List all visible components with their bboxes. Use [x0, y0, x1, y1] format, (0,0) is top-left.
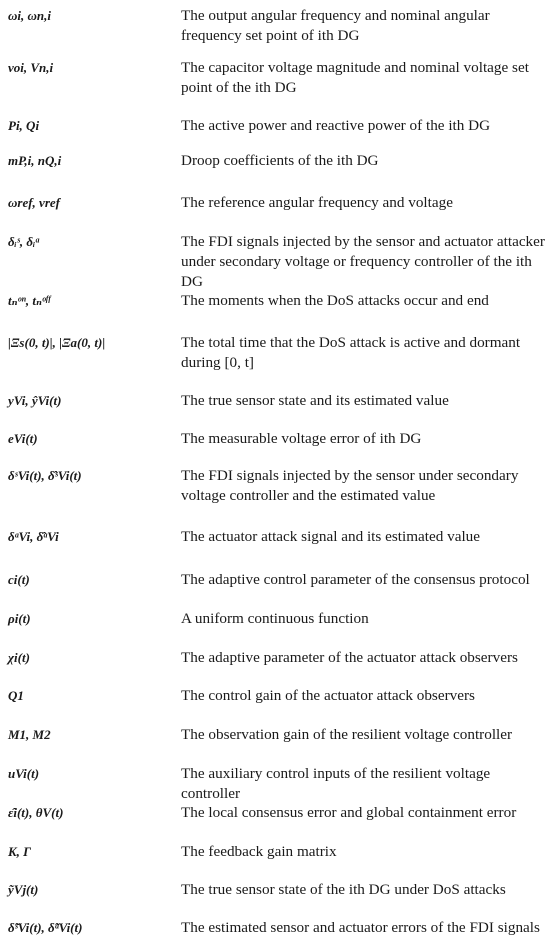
row-symbol: voi, Vn,i	[8, 60, 54, 75]
row-symbol: ε̂i(t), θV(t)	[8, 805, 64, 820]
row-description: The FDI signals injected by the sensor and actuator attacker under secondary voltage or frequency controller of the ith DG	[181, 233, 545, 290]
row-symbol: |Ξs(0, t)|, |Ξa(0, t)|	[8, 335, 106, 350]
row-description: The true sensor state of the ith DG under DoS attacks	[181, 881, 506, 898]
row-description: The capacitor voltage magnitude and nominal voltage set point of the ith DG	[181, 59, 529, 96]
row-description: The adaptive parameter of the actuator attack observers	[181, 649, 518, 666]
row-description: A uniform continuous function	[181, 610, 369, 627]
row-symbol: δˢVi(t), δ̂ˢVi(t)	[8, 468, 82, 483]
row-symbol: tₙᵒⁿ, tₙᵒᶠᶠ	[8, 293, 51, 308]
row-symbol: χi(t)	[8, 650, 30, 665]
row-description: The moments when the DoS attacks occur and end	[181, 292, 489, 309]
row-symbol: Q1	[8, 688, 24, 703]
row-symbol: ωi, ωn,i	[8, 8, 52, 23]
row-description: The output angular frequency and nominal angular frequency set point of ith DG	[181, 7, 490, 44]
row-symbol: ωref, vref	[8, 195, 60, 210]
row-description: The control gain of the actuator attack observers	[181, 687, 475, 704]
row-description: The observation gain of the resilient voltage controller	[181, 726, 513, 743]
row-symbol: ỹVj(t)	[8, 882, 39, 897]
row-symbol: Pi, Qi	[8, 118, 40, 133]
row-symbol: δᵃVi, δ̂ᵃVi	[8, 529, 59, 544]
row-description: The adaptive control parameter of the consensus protocol	[181, 571, 530, 588]
row-symbol: K, Γ	[8, 844, 32, 859]
row-symbol: δ̃ˢVi(t), δ̃ᵃVi(t)	[8, 920, 83, 935]
row-description: The total time that the DoS attack is active and dormant during [0, t]	[181, 334, 521, 371]
row-description: The true sensor state and its estimated value	[181, 392, 449, 409]
row-symbol: eVi(t)	[8, 431, 38, 446]
row-description: Droop coefficients of the ith DG	[181, 152, 379, 169]
row-description: The active power and reactive power of the ith DG	[181, 117, 491, 134]
row-description: The FDI signals injected by the sensor under secondary voltage controller and the estimated value	[181, 467, 519, 504]
row-symbol: δᵢˢ, δᵢᵃ	[8, 234, 40, 249]
row-symbol: M1, M2	[8, 727, 51, 742]
row-description: The reference angular frequency and voltage	[181, 194, 453, 211]
row-symbol: mP,i, nQ,i	[8, 153, 62, 168]
row-description: The actuator attack signal and its estimated value	[181, 528, 480, 545]
row-symbol: ci(t)	[8, 572, 30, 587]
row-symbol: ρi(t)	[8, 611, 31, 626]
row-description: The estimated sensor and actuator errors of the FDI signals	[181, 919, 540, 936]
row-symbol: uVi(t)	[8, 766, 40, 781]
row-description: The measurable voltage error of ith DG	[181, 430, 422, 447]
row-description: The feedback gain matrix	[181, 843, 337, 860]
row-description: The local consensus error and global containment error	[181, 804, 517, 821]
row-description: The auxiliary control inputs of the resilient voltage controller	[181, 765, 491, 802]
row-symbol: yVi, ŷVi(t)	[8, 393, 62, 408]
